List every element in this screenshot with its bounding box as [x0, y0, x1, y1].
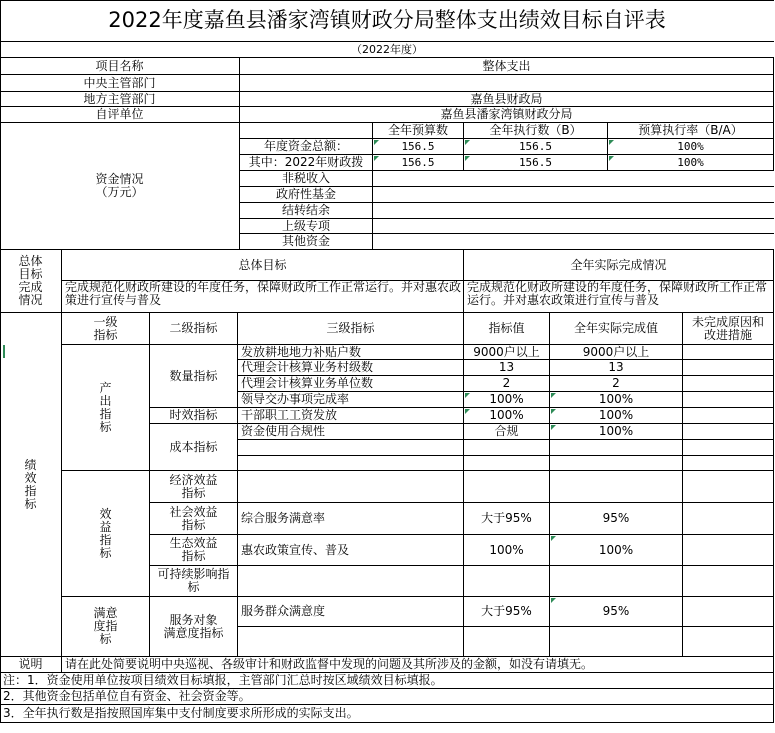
- funds-exec-cell[interactable]: 156.5: [464, 139, 608, 155]
- indicator-name: 服务群众满意度: [238, 597, 464, 627]
- funds-budget-cell[interactable]: 156.5: [373, 155, 464, 171]
- funds-empty-cells[interactable]: [373, 171, 774, 187]
- indicator-actual[interactable]: 100%: [550, 408, 683, 424]
- indicator-actual[interactable]: 100%: [550, 535, 683, 566]
- indicator-reason[interactable]: [683, 424, 774, 440]
- cell-warning-icon: [465, 140, 470, 145]
- funds-row-label: 政府性基金: [240, 187, 373, 203]
- indicator-name: 综合服务满意率: [238, 503, 464, 535]
- local-dept-value[interactable]: 嘉鱼县财政局: [240, 92, 774, 107]
- cell-warning-icon: [609, 156, 614, 161]
- funds-row-label: 其中：2022年财政拨: [240, 155, 373, 171]
- indicator-actual[interactable]: 9000户以上: [550, 345, 683, 360]
- selection-marker: [3, 345, 5, 358]
- goals-actual-header: 全年实际完成情况: [464, 250, 774, 281]
- indicator-value[interactable]: 9000户以上: [464, 345, 550, 360]
- timeliness-indicator-label: 时效指标: [150, 408, 238, 424]
- econ-indicator-label: 经济效益 指标: [150, 471, 238, 503]
- goals-goal-header: 总体目标: [62, 250, 464, 281]
- service-indicator-label: 服务对象 满意度指标: [150, 597, 238, 657]
- note-1: 注：1．资金使用单位按项目绩效目标填报，主管部门汇总时按区域绩效目标填报。: [0, 673, 774, 689]
- indicator-actual[interactable]: 100%: [550, 424, 683, 440]
- funds-row-label: 其他资金: [240, 234, 373, 250]
- project-name-value[interactable]: 整体支出: [240, 58, 774, 75]
- indicator-reason[interactable]: [683, 627, 774, 657]
- funds-row-label: 上级专项: [240, 219, 373, 234]
- funds-col-exec: 全年执行数（B）: [464, 123, 608, 139]
- indicator-name: 代理会计核算业务单位数: [238, 376, 464, 392]
- cell-warning-icon: [551, 409, 556, 414]
- header-level2: 二级指标: [150, 313, 238, 345]
- indicator-reason[interactable]: [683, 535, 774, 566]
- header-level1: 一级 指标: [62, 313, 150, 345]
- header-level3: 三级指标: [238, 313, 464, 345]
- funds-rate-cell[interactable]: 100%: [608, 139, 774, 155]
- quantity-indicator-label: 数量指标: [150, 345, 238, 408]
- local-dept-label: 地方主管部门: [0, 92, 240, 107]
- funds-row-label: 非税收入: [240, 171, 373, 187]
- indicator-reason[interactable]: [683, 392, 774, 408]
- cell-warning-icon: [551, 425, 556, 430]
- benefit-indicator-label: 效 益 指 标: [62, 471, 150, 597]
- central-dept-label: 中央主管部门: [0, 75, 240, 92]
- indicator-value[interactable]: 100%: [464, 408, 550, 424]
- indicator-name: [238, 440, 464, 456]
- project-name-label: 项目名称: [0, 58, 240, 75]
- goals-side-label: 总体 目标 完成 情况: [0, 250, 62, 313]
- indicator-reason[interactable]: [683, 408, 774, 424]
- cell-warning-icon: [465, 409, 470, 414]
- funds-row-label: 结转结余: [240, 203, 373, 219]
- indicator-actual[interactable]: 100%: [550, 392, 683, 408]
- year-note: （2022年度）: [0, 42, 774, 58]
- indicator-name: 惠农政策宣传、普及: [238, 535, 464, 566]
- eco-indicator-label: 生态效益 指标: [150, 535, 238, 566]
- indicator-value[interactable]: [464, 471, 550, 503]
- funds-label: 资金情况 （万元）: [0, 123, 240, 250]
- social-indicator-label: 社会效益 指标: [150, 503, 238, 535]
- indicators-side-label: 绩 效 指 标: [0, 313, 62, 657]
- header-actual: 全年实际完成值: [550, 313, 683, 345]
- indicator-name: 代理会计核算业务村级数: [238, 360, 464, 376]
- note-3: 3．全年执行数是指按照国库集中支付制度要求所形成的实际支出。: [0, 705, 774, 723]
- indicator-actual[interactable]: 95%: [550, 597, 683, 627]
- funds-header-blank: [240, 123, 373, 139]
- indicator-name: 资金使用合规性: [238, 424, 464, 440]
- indicator-value[interactable]: 大于95%: [464, 597, 550, 627]
- indicator-value[interactable]: [464, 440, 550, 456]
- indicator-reason[interactable]: [683, 503, 774, 535]
- indicator-name: 发放耕地地力补贴户数: [238, 345, 464, 360]
- indicator-reason[interactable]: [683, 345, 774, 360]
- note-2: 2．其他资金包括单位自有资金、社会资金等。: [0, 689, 774, 705]
- indicator-reason[interactable]: [683, 360, 774, 376]
- indicator-value[interactable]: [464, 566, 550, 597]
- indicator-name: 干部职工工资发放: [238, 408, 464, 424]
- cell-warning-icon: [374, 140, 379, 145]
- indicator-actual[interactable]: 95%: [550, 503, 683, 535]
- indicator-actual[interactable]: 13: [550, 360, 683, 376]
- funds-empty-cells[interactable]: [373, 187, 774, 203]
- indicator-reason[interactable]: [683, 376, 774, 392]
- header-reason: 未完成原因和 改进措施: [683, 313, 774, 345]
- indicator-actual[interactable]: 2: [550, 376, 683, 392]
- funds-rate-cell[interactable]: 100%: [608, 155, 774, 171]
- output-indicator-label: 产 出 指 标: [62, 345, 150, 471]
- funds-col-rate: 预算执行率（B/A）: [608, 123, 774, 139]
- cell-warning-icon: [551, 598, 556, 603]
- indicator-reason[interactable]: [683, 471, 774, 503]
- indicator-reason[interactable]: [683, 597, 774, 627]
- funds-empty-cells[interactable]: [373, 219, 774, 234]
- indicator-value[interactable]: [464, 456, 550, 471]
- cell-warning-icon: [609, 140, 614, 145]
- cell-warning-icon: [551, 393, 556, 398]
- funds-exec-cell[interactable]: 156.5: [464, 155, 608, 171]
- satisfaction-indicator-label: 满意 度指 标: [62, 597, 150, 657]
- explain-label: 说明: [0, 657, 62, 673]
- funds-empty-cells[interactable]: [373, 203, 774, 219]
- indicator-name: 领导交办事项完成率: [238, 392, 464, 408]
- goals-goal-text[interactable]: 完成规范化财政所建设的年度任务，保障财政所工作正常运行。并对惠农政策进行宣传与普及: [62, 281, 464, 313]
- funds-budget-cell[interactable]: 156.5: [373, 139, 464, 155]
- indicator-actual[interactable]: [550, 440, 683, 456]
- central-dept-value[interactable]: [240, 75, 774, 92]
- indicator-name: [238, 566, 464, 597]
- indicator-actual[interactable]: [550, 627, 683, 657]
- cell-warning-icon: [374, 156, 379, 161]
- indicator-reason[interactable]: [683, 566, 774, 597]
- indicator-value[interactable]: 大于95%: [464, 503, 550, 535]
- self-eval-value[interactable]: 嘉鱼县潘家湾镇财政分局: [240, 107, 774, 123]
- funds-row-label: 年度资金总额：: [240, 139, 373, 155]
- goals-actual-text[interactable]: 完成规范化财政所建设的年度任务，保障财政所工作正常运行。并对惠农政策进行宣传与普及: [464, 281, 774, 313]
- cell-warning-icon: [465, 156, 470, 161]
- indicator-value[interactable]: 100%: [464, 535, 550, 566]
- sheet-title: 2022年度嘉鱼县潘家湾镇财政分局整体支出绩效目标自评表: [0, 0, 774, 42]
- cell-warning-icon: [551, 536, 556, 541]
- funds-col-budget: 全年预算数: [373, 123, 464, 139]
- cell-warning-icon: [465, 393, 470, 398]
- indicator-actual[interactable]: [550, 471, 683, 503]
- indicator-name: [238, 471, 464, 503]
- cost-indicator-label: 成本指标: [150, 424, 238, 471]
- funds-empty-cells[interactable]: [373, 234, 774, 250]
- indicator-actual[interactable]: [550, 566, 683, 597]
- indicator-value[interactable]: 100%: [464, 392, 550, 408]
- indicator-reason[interactable]: [683, 440, 774, 456]
- indicator-name: [238, 627, 464, 657]
- indicator-value[interactable]: 2: [464, 376, 550, 392]
- indicator-value[interactable]: 合规: [464, 424, 550, 440]
- indicator-value[interactable]: [464, 627, 550, 657]
- indicator-value[interactable]: 13: [464, 360, 550, 376]
- header-value: 指标值: [464, 313, 550, 345]
- sustain-indicator-label: 可持续影响指 标: [150, 566, 238, 597]
- self-eval-label: 自评单位: [0, 107, 240, 123]
- indicator-actual[interactable]: [550, 456, 683, 471]
- indicator-reason[interactable]: [683, 456, 774, 471]
- indicator-name: [238, 456, 464, 471]
- explain-text[interactable]: 请在此处简要说明中央巡视、各级审计和财政监督中发现的问题及其所涉及的金额，如没有请填无。: [62, 657, 774, 673]
